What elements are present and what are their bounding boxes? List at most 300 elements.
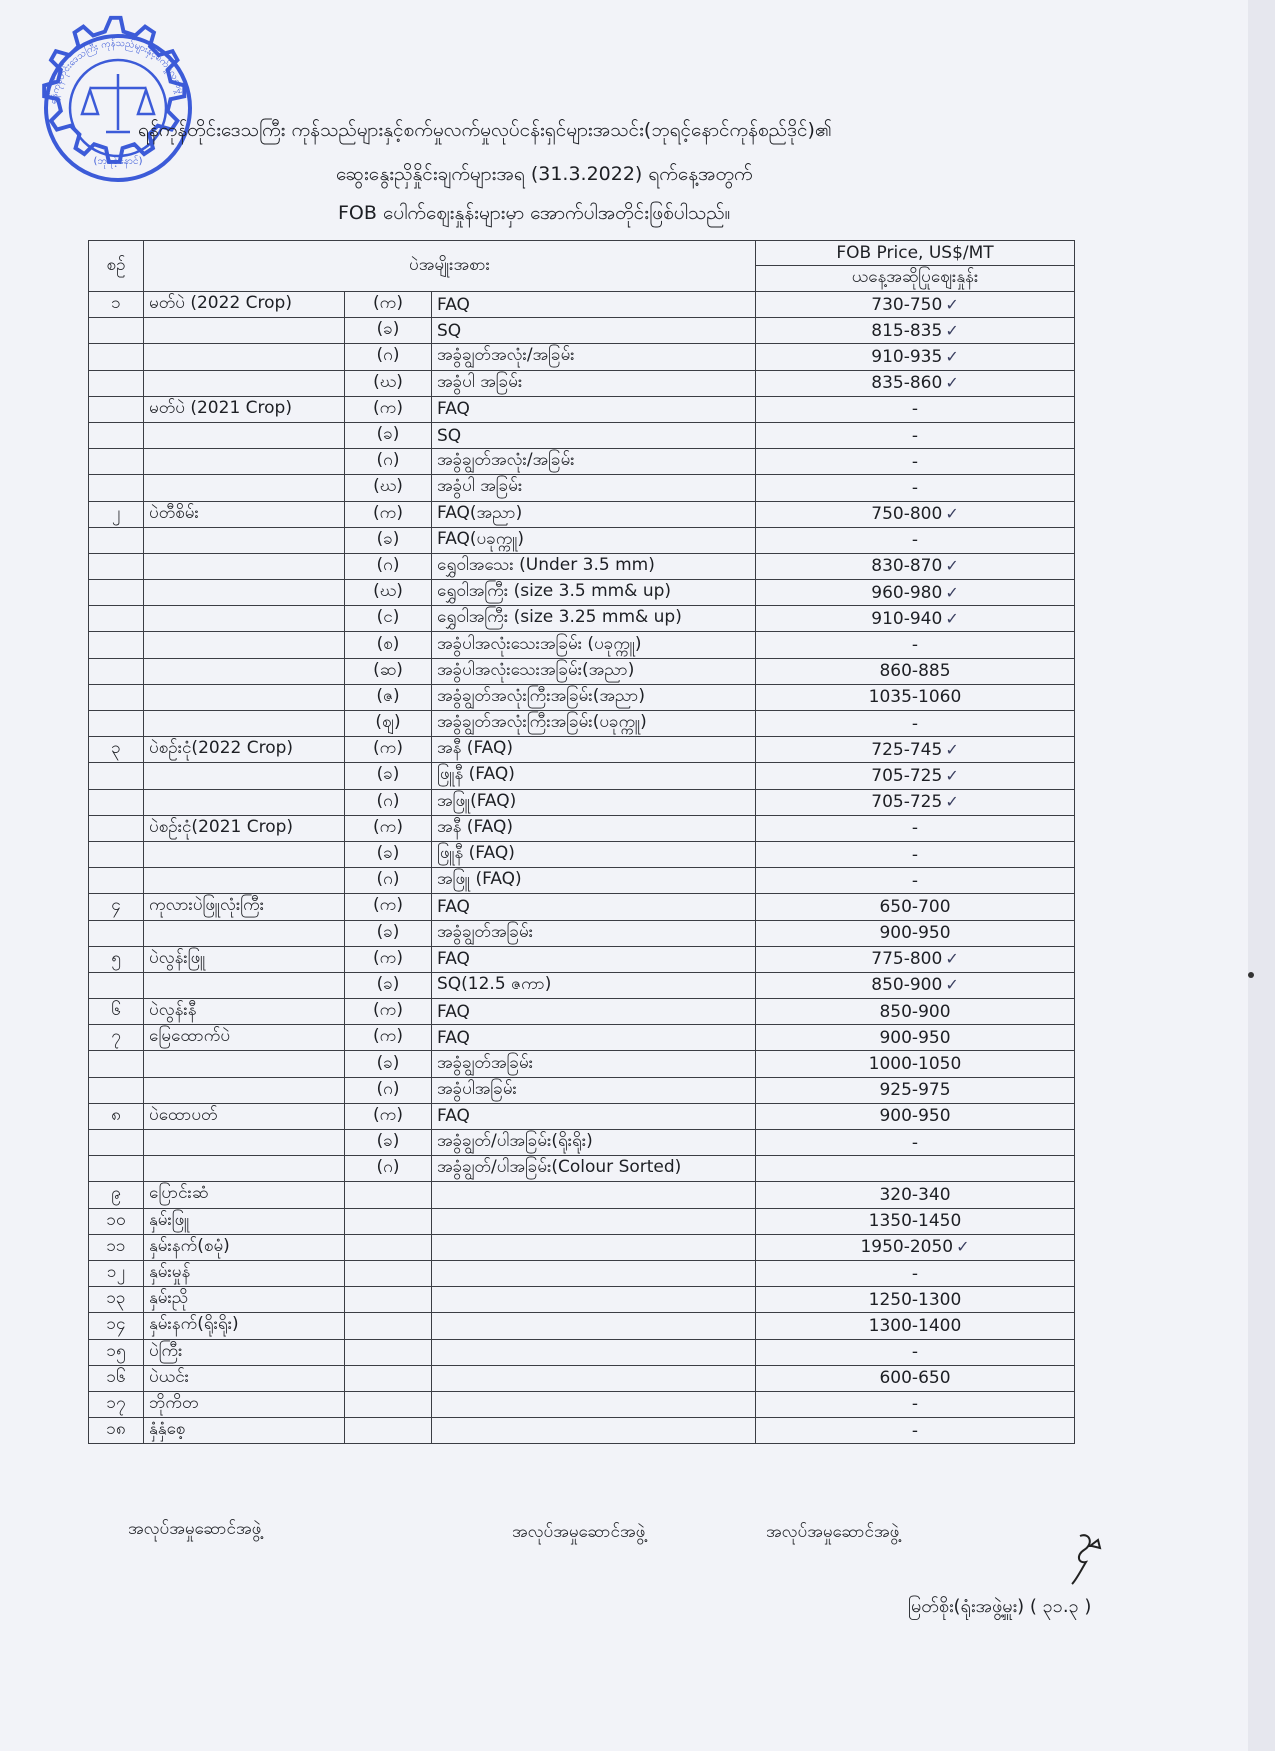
check-mark-icon: ✓ bbox=[945, 949, 959, 969]
row-number-cell bbox=[89, 527, 144, 553]
price-cell bbox=[756, 527, 1075, 553]
grade-cell bbox=[432, 1287, 756, 1313]
grade-text: FAQ bbox=[437, 1027, 470, 1048]
sub-index-cell bbox=[345, 1182, 432, 1208]
check-mark-icon: ✓ bbox=[945, 608, 959, 628]
price-text: 815-835 bbox=[871, 320, 943, 341]
grade-cell bbox=[432, 1156, 756, 1182]
sub-index-text: (ဂ) bbox=[376, 1157, 400, 1178]
price-cell bbox=[756, 292, 1075, 318]
grade-cell bbox=[432, 475, 756, 501]
grade-cell bbox=[432, 501, 756, 527]
sub-index-cell bbox=[345, 370, 432, 396]
row-number-cell bbox=[89, 553, 144, 579]
row-number-cell bbox=[89, 894, 144, 920]
price-text: - bbox=[911, 1342, 919, 1363]
grade-cell bbox=[432, 318, 756, 344]
price-cell bbox=[756, 868, 1075, 894]
price-text: 1950-2050 bbox=[860, 1237, 954, 1258]
sub-index-text: (ဃ) bbox=[373, 371, 403, 392]
price-cell bbox=[756, 1313, 1075, 1339]
price-text: - bbox=[911, 1132, 919, 1153]
price-text: 1035-1060 bbox=[868, 687, 962, 708]
grade-text: အခွံချွတ်/ပါအခြမ်း(Colour Sorted) bbox=[437, 1157, 682, 1178]
table-row bbox=[89, 1287, 1075, 1313]
grade-cell bbox=[432, 815, 756, 841]
row-number-cell bbox=[89, 1025, 144, 1051]
signer-name: မြတ်စိုး(ရုံးအဖွဲ့မှူး) ( ၃၁.၃ ) bbox=[908, 1596, 1092, 1617]
sub-index-cell bbox=[345, 1339, 432, 1365]
price-cell bbox=[756, 580, 1075, 606]
sub-index-cell bbox=[345, 763, 432, 789]
bean-type-text: နှမ်းနက်(စမုံ) bbox=[149, 1235, 230, 1256]
bean-type-cell bbox=[144, 449, 345, 475]
price-cell bbox=[756, 737, 1075, 763]
row-number-cell bbox=[89, 1156, 144, 1182]
check-mark-icon: ✓ bbox=[945, 792, 959, 812]
sub-index-text: (ဂ) bbox=[376, 869, 400, 890]
bean-type-text: နှမ်းနက်(ရိုးရိုး) bbox=[149, 1314, 239, 1335]
sub-index-cell bbox=[345, 946, 432, 972]
association-seal-logo bbox=[8, 4, 228, 214]
grade-cell bbox=[432, 580, 756, 606]
bean-type-text: ပဲလွန်းနီ bbox=[149, 1000, 197, 1021]
committee-label: အလုပ်အမှုဆောင်အဖွဲ့ bbox=[512, 1522, 646, 1542]
grade-cell bbox=[432, 1130, 756, 1156]
grade-cell bbox=[432, 396, 756, 422]
sub-index-text: (ခ) bbox=[376, 921, 400, 942]
grade-text: ဖြူနီ (FAQ) bbox=[437, 843, 515, 864]
row-number-cell bbox=[89, 344, 144, 370]
table-row bbox=[89, 1156, 1075, 1182]
table-row bbox=[89, 684, 1075, 710]
price-text: - bbox=[911, 870, 919, 891]
bean-type-cell bbox=[144, 1418, 345, 1444]
row-number-cell bbox=[89, 763, 144, 789]
price-text: 320-340 bbox=[879, 1184, 951, 1205]
price-cell bbox=[756, 632, 1075, 658]
sub-index-text: (ဂ) bbox=[376, 1078, 400, 1099]
row-number-cell bbox=[89, 422, 144, 448]
row-number-cell bbox=[89, 1339, 144, 1365]
price-cell bbox=[756, 684, 1075, 710]
price-text: 730-750 bbox=[871, 294, 943, 315]
sub-index-cell bbox=[345, 737, 432, 763]
bean-type-cell bbox=[144, 632, 345, 658]
bean-type-cell bbox=[144, 815, 345, 841]
check-mark-icon: ✓ bbox=[945, 765, 959, 785]
table-row bbox=[89, 370, 1075, 396]
sub-index-cell bbox=[345, 815, 432, 841]
price-text: 925-975 bbox=[879, 1080, 951, 1101]
grade-cell bbox=[432, 1313, 756, 1339]
row-number-cell bbox=[89, 475, 144, 501]
bean-type-cell bbox=[144, 841, 345, 867]
row-number-cell bbox=[89, 815, 144, 841]
row-number-cell bbox=[89, 1260, 144, 1286]
price-cell bbox=[756, 972, 1075, 998]
table-row bbox=[89, 1130, 1075, 1156]
sub-index-text: (ခ) bbox=[376, 1052, 400, 1073]
table-row bbox=[89, 422, 1075, 448]
price-text: 830-870 bbox=[871, 556, 943, 577]
table-row bbox=[89, 1365, 1075, 1391]
table-row bbox=[89, 580, 1075, 606]
table-header-row bbox=[89, 241, 1075, 266]
bean-type-cell bbox=[144, 684, 345, 710]
bean-type-cell bbox=[144, 1365, 345, 1391]
row-number-cell bbox=[89, 1418, 144, 1444]
sub-index-cell bbox=[345, 606, 432, 632]
check-mark-icon: ✓ bbox=[945, 294, 959, 314]
bean-type-cell bbox=[144, 946, 345, 972]
row-number-cell bbox=[89, 920, 144, 946]
price-text: - bbox=[911, 1394, 919, 1415]
sub-index-cell bbox=[345, 1313, 432, 1339]
grade-text: ဖြူနီ (FAQ) bbox=[437, 764, 515, 785]
row-number-cell bbox=[89, 684, 144, 710]
sub-index-cell bbox=[345, 1103, 432, 1129]
table-row bbox=[89, 737, 1075, 763]
bean-type-cell bbox=[144, 606, 345, 632]
bean-type-cell bbox=[144, 868, 345, 894]
sub-index-text: (ခ) bbox=[376, 424, 400, 445]
grade-cell bbox=[432, 1234, 756, 1260]
price-text: 725-745 bbox=[871, 739, 943, 760]
price-cell bbox=[756, 1130, 1075, 1156]
price-text: 705-725 bbox=[871, 765, 943, 786]
sub-index-cell bbox=[345, 1208, 432, 1234]
table-row bbox=[89, 501, 1075, 527]
price-cell bbox=[756, 815, 1075, 841]
grade-cell bbox=[432, 370, 756, 396]
bean-type-text: နှမ်းဖြူ bbox=[149, 1209, 190, 1230]
table-row bbox=[89, 1418, 1075, 1444]
sub-index-cell bbox=[345, 894, 432, 920]
grade-text: အခွံချွတ်အခြမ်း bbox=[437, 1052, 534, 1073]
bean-type-cell bbox=[144, 1130, 345, 1156]
row-number-text: ၈ bbox=[111, 1104, 121, 1125]
grade-cell bbox=[432, 449, 756, 475]
price-cell bbox=[756, 422, 1075, 448]
row-number-text: ၁၃ bbox=[106, 1288, 126, 1309]
sub-index-cell bbox=[345, 841, 432, 867]
grade-cell bbox=[432, 344, 756, 370]
sub-index-cell bbox=[345, 632, 432, 658]
row-number-cell bbox=[89, 501, 144, 527]
sub-index-cell bbox=[345, 501, 432, 527]
grade-text: FAQ bbox=[437, 399, 470, 420]
bean-type-text: ပဲတီစိမ်း bbox=[149, 502, 199, 523]
price-text: 1300-1400 bbox=[868, 1315, 962, 1336]
price-text: 960-980 bbox=[871, 582, 943, 603]
row-number-cell bbox=[89, 841, 144, 867]
grade-cell bbox=[432, 1077, 756, 1103]
price-text: - bbox=[911, 399, 919, 420]
row-number-text: ၄ bbox=[111, 895, 121, 916]
column-header-price-bottom: ယနေ့အဆိုပြုဈေးနှုန်း bbox=[756, 266, 1075, 292]
price-cell bbox=[756, 711, 1075, 737]
table-row bbox=[89, 894, 1075, 920]
price-text: 900-950 bbox=[879, 923, 951, 944]
grade-text: ရွှေဝါအသေး (Under 3.5 mm) bbox=[437, 554, 655, 575]
grade-text: အခွံချွတ်အလုံးကြီးအခြမ်း(ပခုက္ကူ) bbox=[437, 712, 647, 733]
table-row bbox=[89, 1182, 1075, 1208]
bean-type-cell bbox=[144, 1051, 345, 1077]
bean-type-text: နှမ်းမှုန် bbox=[149, 1262, 191, 1283]
table-row bbox=[89, 999, 1075, 1025]
table-row bbox=[89, 292, 1075, 318]
sub-index-cell bbox=[345, 711, 432, 737]
price-cell bbox=[756, 449, 1075, 475]
check-mark-icon: ✓ bbox=[945, 346, 959, 366]
grade-text: FAQ(ပခုက္ကူ) bbox=[437, 528, 524, 549]
grade-cell bbox=[432, 1418, 756, 1444]
handwritten-signature bbox=[1060, 1528, 1120, 1588]
row-number-text: ၁၁ bbox=[106, 1235, 126, 1256]
grade-text: FAQ bbox=[437, 294, 470, 315]
row-number-cell bbox=[89, 292, 144, 318]
row-number-text: ၁၈ bbox=[106, 1419, 126, 1440]
price-cell bbox=[756, 1365, 1075, 1391]
grade-text: အခွံပါအလုံးသေးအခြမ်း(အညာ) bbox=[437, 659, 635, 680]
row-number-text: ၁၀ bbox=[106, 1209, 126, 1230]
bean-type-cell bbox=[144, 1156, 345, 1182]
sub-index-cell bbox=[345, 344, 432, 370]
price-text: 1000-1050 bbox=[868, 1054, 962, 1075]
grade-text: အနီ (FAQ) bbox=[437, 816, 514, 837]
bean-type-text: ပဲလွန်းဖြူ bbox=[149, 947, 206, 968]
bean-type-cell bbox=[144, 501, 345, 527]
row-number-text: ၁၆ bbox=[106, 1366, 126, 1387]
sub-index-text: (ဈ) bbox=[375, 712, 401, 733]
grade-cell bbox=[432, 553, 756, 579]
bean-type-cell bbox=[144, 527, 345, 553]
price-text: 910-940 bbox=[871, 608, 943, 629]
grade-cell bbox=[432, 1365, 756, 1391]
price-cell bbox=[756, 920, 1075, 946]
table-row bbox=[89, 920, 1075, 946]
price-cell bbox=[756, 396, 1075, 422]
bean-type-cell bbox=[144, 1077, 345, 1103]
grade-cell bbox=[432, 789, 756, 815]
row-number-text: ၁၄ bbox=[106, 1314, 126, 1335]
check-mark-icon: ✓ bbox=[945, 975, 959, 995]
row-number-cell bbox=[89, 606, 144, 632]
price-cell bbox=[756, 1051, 1075, 1077]
grade-cell bbox=[432, 1103, 756, 1129]
price-cell bbox=[756, 658, 1075, 684]
grade-text: အခွံပါ အခြမ်း bbox=[437, 476, 523, 497]
price-cell bbox=[756, 1025, 1075, 1051]
price-text: - bbox=[911, 1420, 919, 1441]
table-row bbox=[89, 1051, 1075, 1077]
sub-index-cell bbox=[345, 972, 432, 998]
column-header-type: ပဲအမျိုးအစား bbox=[144, 241, 756, 292]
table-row bbox=[89, 763, 1075, 789]
price-text: 850-900 bbox=[879, 1001, 951, 1022]
sub-index-text: (ဂ) bbox=[376, 450, 400, 471]
sub-index-cell bbox=[345, 658, 432, 684]
sub-index-cell bbox=[345, 396, 432, 422]
table-row bbox=[89, 1391, 1075, 1417]
row-number-cell bbox=[89, 737, 144, 763]
bean-type-cell bbox=[144, 1339, 345, 1365]
grade-text: အဖြူ(FAQ) bbox=[437, 790, 517, 811]
bean-type-text: ပဲကြီး bbox=[149, 1340, 183, 1361]
price-text: 900-950 bbox=[879, 1027, 951, 1048]
bean-type-cell bbox=[144, 475, 345, 501]
grade-text: SQ bbox=[437, 320, 462, 341]
row-number-text: ၁၇ bbox=[106, 1392, 126, 1413]
price-cell bbox=[756, 1182, 1075, 1208]
sub-index-text: (ခ) bbox=[376, 1131, 400, 1152]
bean-type-cell bbox=[144, 999, 345, 1025]
row-number-cell bbox=[89, 632, 144, 658]
price-text: 600-650 bbox=[879, 1368, 951, 1389]
row-number-cell bbox=[89, 1182, 144, 1208]
row-number-cell bbox=[89, 999, 144, 1025]
sub-index-text: (စ) bbox=[376, 633, 400, 654]
grade-text: ရွှေဝါအကြီး (size 3.5 mm& up) bbox=[437, 581, 672, 602]
row-number-cell bbox=[89, 318, 144, 344]
sub-index-text: (ဂ) bbox=[376, 554, 400, 575]
row-number-cell bbox=[89, 1051, 144, 1077]
price-text: 900-950 bbox=[879, 1106, 951, 1127]
check-mark-icon: ✓ bbox=[945, 320, 959, 340]
price-text: 650-700 bbox=[879, 896, 951, 917]
check-mark-icon: ✓ bbox=[945, 556, 959, 576]
price-cell bbox=[756, 763, 1075, 789]
price-cell bbox=[756, 1418, 1075, 1444]
grade-cell bbox=[432, 422, 756, 448]
grade-cell bbox=[432, 841, 756, 867]
table-row bbox=[89, 972, 1075, 998]
row-number-text: ၃ bbox=[111, 738, 121, 759]
table-row bbox=[89, 318, 1075, 344]
sub-index-cell bbox=[345, 789, 432, 815]
row-number-cell bbox=[89, 789, 144, 815]
sub-index-cell bbox=[345, 1130, 432, 1156]
check-mark-icon: ✓ bbox=[945, 739, 959, 759]
header-fob-line: FOB ပေါက်ဈေးနှုန်းများမှာ အောက်ပါအတိုင်းဖြစ်ပါသည်။ bbox=[338, 202, 731, 224]
price-cell bbox=[756, 318, 1075, 344]
table-row bbox=[89, 658, 1075, 684]
price-text: - bbox=[911, 1263, 919, 1284]
grade-text: SQ bbox=[437, 425, 462, 446]
grade-text: အခွံပါ အခြမ်း bbox=[437, 371, 523, 392]
table-row bbox=[89, 1025, 1075, 1051]
sub-index-text: (က) bbox=[373, 895, 403, 916]
grade-cell bbox=[432, 292, 756, 318]
bean-type-cell bbox=[144, 763, 345, 789]
check-mark-icon: ✓ bbox=[945, 504, 959, 524]
grade-text: အခွံချွတ်အခြမ်း bbox=[437, 921, 534, 942]
grade-text: အခွံချွတ်/ပါအခြမ်း(ရိုးရိုး) bbox=[437, 1131, 593, 1152]
row-number-cell bbox=[89, 396, 144, 422]
sub-index-text: (က) bbox=[373, 1000, 403, 1021]
bean-type-cell bbox=[144, 1208, 345, 1234]
row-number-cell bbox=[89, 449, 144, 475]
sub-index-text: (က) bbox=[373, 1026, 403, 1047]
sub-index-text: (ခ) bbox=[376, 843, 400, 864]
row-number-text: ၁၂ bbox=[107, 1262, 125, 1283]
sub-index-cell bbox=[345, 580, 432, 606]
bean-type-text: မြေထောက်ပဲ bbox=[149, 1026, 231, 1047]
grade-text: အခွံချွတ်အလုံး/အခြမ်း bbox=[437, 450, 575, 471]
bean-type-cell bbox=[144, 396, 345, 422]
row-number-cell bbox=[89, 1365, 144, 1391]
price-cell bbox=[756, 1077, 1075, 1103]
price-cell bbox=[756, 1234, 1075, 1260]
sub-index-cell bbox=[345, 318, 432, 344]
grade-cell bbox=[432, 527, 756, 553]
price-text: 910-935 bbox=[871, 346, 943, 367]
grade-cell bbox=[432, 946, 756, 972]
table-row bbox=[89, 711, 1075, 737]
row-number-text: ၁၅ bbox=[106, 1340, 126, 1361]
row-number-text: ၂ bbox=[111, 502, 121, 523]
row-number-text: ၅ bbox=[111, 947, 121, 968]
grade-cell bbox=[432, 1339, 756, 1365]
sub-index-text: (ဆ) bbox=[373, 659, 403, 680]
sub-index-cell bbox=[345, 1365, 432, 1391]
grade-text: FAQ bbox=[437, 1106, 470, 1127]
svg-text:(ဘုရင့်နောင်): (ဘုရင့်နောင်) bbox=[93, 156, 143, 167]
table-row bbox=[89, 396, 1075, 422]
row-number-cell bbox=[89, 370, 144, 396]
price-cell bbox=[756, 370, 1075, 396]
grade-cell bbox=[432, 868, 756, 894]
grade-text: အခွံပါအခြမ်း bbox=[437, 1078, 517, 1099]
table-row bbox=[89, 1208, 1075, 1234]
grade-cell bbox=[432, 972, 756, 998]
table-body bbox=[89, 292, 1075, 1444]
sub-index-text: (ဂ) bbox=[376, 345, 400, 366]
sub-index-cell bbox=[345, 527, 432, 553]
bean-type-cell bbox=[144, 292, 345, 318]
sub-index-cell bbox=[345, 1287, 432, 1313]
bean-type-cell bbox=[144, 1260, 345, 1286]
sub-index-cell bbox=[345, 1077, 432, 1103]
grade-cell bbox=[432, 632, 756, 658]
bean-type-text: ကုလားပဲဖြူလုံးကြီး bbox=[149, 895, 265, 916]
committee-label: အလုပ်အမှုဆောင်အဖွဲ့ bbox=[128, 1519, 262, 1539]
sub-index-cell bbox=[345, 449, 432, 475]
grade-text: FAQ bbox=[437, 896, 470, 917]
sub-index-text: (က) bbox=[373, 397, 403, 418]
table-row bbox=[89, 527, 1075, 553]
price-text: 1350-1450 bbox=[868, 1211, 962, 1232]
price-cell bbox=[756, 946, 1075, 972]
bean-type-cell bbox=[144, 1234, 345, 1260]
price-cell bbox=[756, 1391, 1075, 1417]
check-mark-icon: ✓ bbox=[945, 373, 959, 393]
svg-text:ရန်ကုန်တိုင်းဒေသကြီး ကုန်သည်မျ: ရန်ကုန်တိုင်းဒေသကြီး ကုန်သည်များနှင့်စက်မှုလက်မှု bbox=[48, 37, 187, 105]
bean-type-cell bbox=[144, 1182, 345, 1208]
grade-text: FAQ bbox=[437, 949, 470, 970]
grade-cell bbox=[432, 1182, 756, 1208]
grade-text: အဖြူ (FAQ) bbox=[437, 869, 522, 890]
sub-index-text: (ခ) bbox=[376, 528, 400, 549]
table-row bbox=[89, 868, 1075, 894]
bean-type-cell bbox=[144, 894, 345, 920]
price-text: - bbox=[911, 635, 919, 656]
sub-index-text: (င) bbox=[376, 607, 400, 628]
grade-cell bbox=[432, 999, 756, 1025]
bean-type-cell bbox=[144, 370, 345, 396]
bean-type-cell bbox=[144, 1313, 345, 1339]
